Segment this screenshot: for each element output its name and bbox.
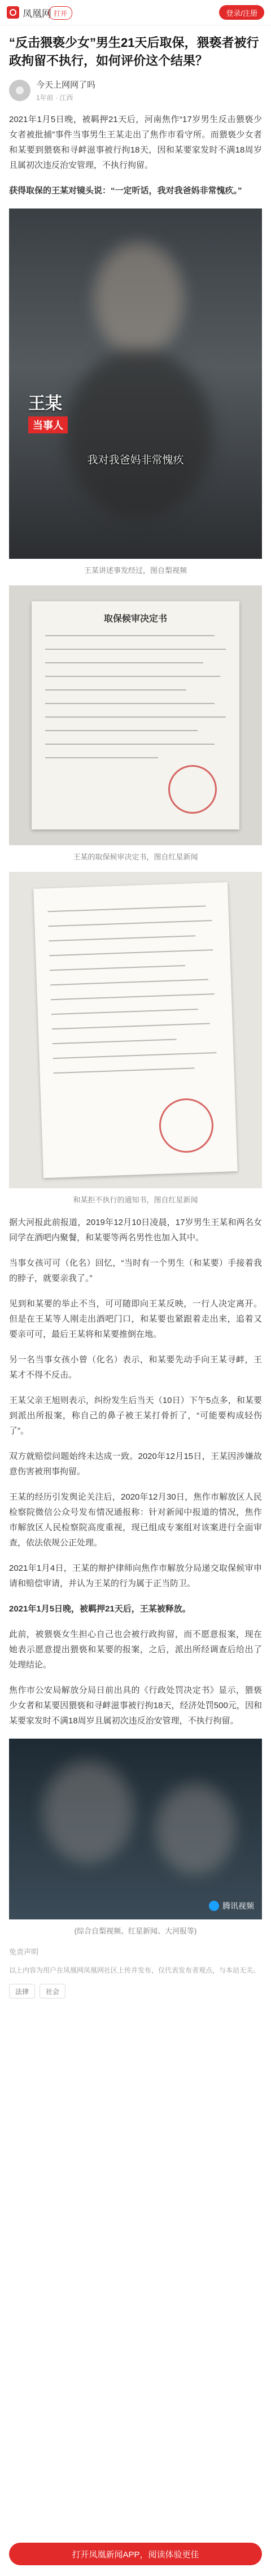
paragraph: 焦作市公安局解放分局日前出具的《行政处罚决定书》显示，猥亵少女者和某要因猥亵和寻衅滋事被行拘18天，经济处罚500元，因和某要家发时不满18周岁且属初次违反治安管理，不执行拘留。 [9,1686,262,1726]
login-button[interactable]: 登录/注册 [219,5,264,20]
brand-name: 凤凰网 [23,8,51,19]
official-stamp-icon [158,1097,214,1153]
paragraph: 另一名当事女孩小曾（化名）表示，和某要先动手向王某寻衅，王某才不得不反击。 [9,1355,262,1380]
author-row [9,79,262,102]
play-icon [209,1901,219,1911]
top-bar [0,0,271,25]
app-label: 打开 [54,9,68,18]
document-image [9,872,262,1188]
video-watermark [209,1900,254,1912]
figure-caption: 王某讲述事发经过，图自梨视频 [84,566,187,575]
author-avatar[interactable] [9,80,30,101]
official-stamp-icon [168,765,217,814]
paragraph: 此前，被猥亵女生担心自己也会被行政拘留，而不愿意报案，现在她表示愿意提出猥亵和某要的报案，之后，派出所经调查后给出了处理结论。 [9,1630,262,1670]
disclaimer-text: 以上内容为用户在凤凰网凤凰网社区上传并发布，仅代表发布者观点，与本站无关。 [9,1966,260,1974]
article-title: “反击猥亵少女”男生21天后取保，猥亵者被行政拘留不执行，如何评价这个结果？ [9,36,259,68]
phoenix-logo-icon [7,6,19,19]
video-figure[interactable] [9,208,262,559]
video-subtitle: 我对我爸妈非常愧疚 [87,454,184,466]
paragraph: 王某的经历引发舆论关注后，2020年12月30日，焦作市解放区人民检察院微信公众号发布情况通报称：针对新闻中报道的情况，焦作市解放区人民检察院高度重视，现已组成专案组对该案进行全面审查，依法依规公正处理。 [9,1492,262,1548]
tag-item[interactable]: 社会 [40,1984,65,1999]
document-image [9,585,262,845]
paragraph: 王某父亲王旭则表示，纠纷发生后当天（10日）下午5点多，和某要到派出所报案，称自己的鼻子被王某打骨折了，“可能要构成轻伤了”。 [9,1396,262,1436]
paragraph: 据大河报此前报道，2019年12月10日凌晨，17岁男生王某和两名女同学在酒吧内聚餐，和某要等两名男性也加入其中。 [9,1218,262,1243]
paragraph: 获得取保的王某对镜头说：“一定听话，我对我爸妈非常愧疚。” [9,186,242,196]
watermark-label: 腾讯视频 [222,1901,254,1910]
open-app-label: 打开凤凰新闻APP，阅读体验更佳 [72,2549,199,2560]
document-figure [9,585,262,845]
video-frame[interactable] [9,208,262,559]
article [0,25,271,1999]
tag-item[interactable]: 法律 [9,1984,35,1999]
open-app-button[interactable] [49,6,72,20]
tag-list [9,1984,262,1999]
paragraph: 双方就赔偿问题始终未达成一致。2020年12月15日，王某因涉嫌故意伤害被刑事拘留。 [9,1452,262,1476]
paragraph: 见到和某要的举止不当，可可随即向王某反映，一行人决定离开。但是在王某等人刚走出酒吧门口，和某要也紧跟着走出来，追着又要亲可可，最后王某将和某要推倒在地。 [9,1299,262,1339]
overlay-role: 当事人 [28,416,68,433]
video-frame[interactable] [9,1739,262,1919]
document-figure-2 [9,872,262,1188]
paragraph: 2021年1月4日，王某的辩护律师向焦作市解放分局递交取保候审申请和赔偿审请，并认为王某的行为属于正当防卫。 [9,1563,262,1588]
figure-caption: 王某的取保候审决定书，图自红星新闻 [73,853,198,861]
figure-caption: (综合自梨视频、红星新闻、大河报等) [74,1927,197,1935]
disclaimer-title: 免责声明 [9,1948,39,1956]
open-app-banner-button[interactable] [9,2543,262,2565]
author-name[interactable]: 今天上网网了吗 [36,80,96,90]
paragraph: 2021年1月5日晚，被羁押21天后，河南焦作“17岁男生反击猥亵少女者被批捕”事件当事男生王某走出了焦作市看守所。而猥亵少女者和某要到猥亵和寻衅滋事被行拘18天，因和某要家发时不满18周岁且属初次违反治安管理，不执行拘留。 [9,115,262,170]
paragraph: 当事女孩可可（化名）回忆，“当时有一个男生（和某要）手接着我的脖子，就要亲我了。” [9,1258,262,1283]
figure-caption: 和某拒不执行的通知书，图自红星新闻 [73,1196,198,1204]
author-meta: 1年前 · 江西 [36,94,73,102]
document-title: 取保候审决定书 [103,614,167,624]
paragraph: 2021年1月5日晚，被羁押21天后，王某被释放。 [9,1604,191,1614]
overlay-name: 王某 [28,394,62,413]
brand[interactable] [7,6,51,19]
video-figure-2[interactable] [9,1739,262,1919]
